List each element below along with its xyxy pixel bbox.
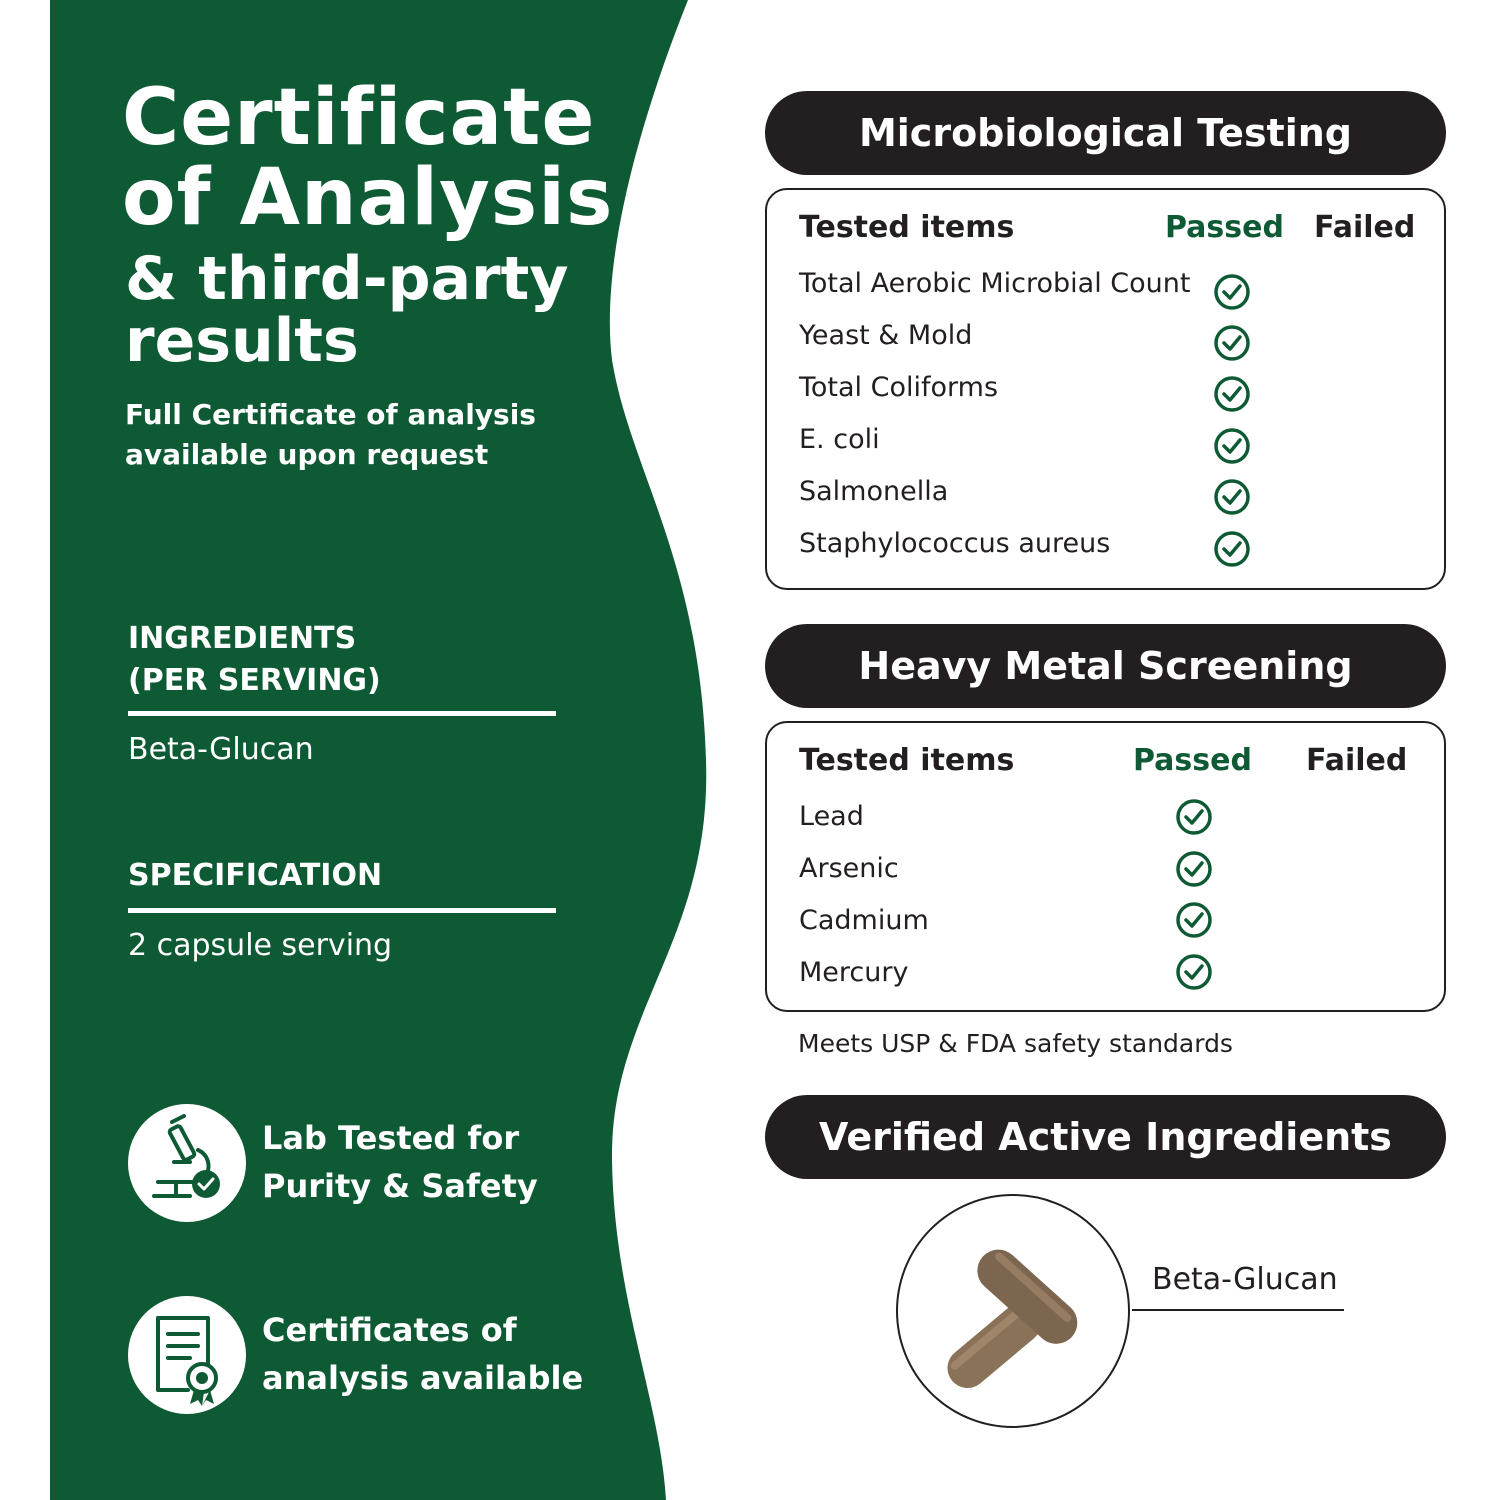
passed-check-icon: [1212, 477, 1252, 517]
specification-divider: [128, 908, 556, 913]
microbiological-testing-table: [765, 188, 1446, 590]
ingredients-heading-line-2: (PER SERVING): [128, 663, 381, 698]
micro-col-tested: Tested items: [799, 210, 1015, 245]
passed-check-icon: [1174, 952, 1214, 992]
subtitle-line-2: available upon request: [125, 438, 489, 471]
ingredients-heading-line-1: INGREDIENTS: [128, 621, 357, 656]
passed-check-icon: [1174, 797, 1214, 837]
metal-row-label: Mercury: [799, 957, 909, 988]
micro-col-failed: Failed: [1314, 210, 1416, 245]
micro-row-label: Total Aerobic Microbial Count: [799, 268, 1191, 299]
passed-check-icon: [1174, 900, 1214, 940]
passed-check-icon: [1174, 849, 1214, 889]
page-title: [122, 73, 614, 243]
metal-col-failed: Failed: [1306, 743, 1408, 778]
certificates-line-1: Certificates of: [262, 1311, 517, 1349]
left-panel: [0, 0, 720, 1500]
certificates-line-2: analysis available: [262, 1359, 584, 1397]
lab-tested-line-1: Lab Tested for: [262, 1119, 520, 1157]
lab-tested-line-2: Purity & Safety: [262, 1167, 538, 1205]
title-line-3: & third-party: [125, 244, 569, 314]
lab-tested-text: [262, 1114, 538, 1210]
page-subtitle: [125, 395, 536, 475]
capsule-image-circle: [896, 1194, 1130, 1428]
micro-row-label: Salmonella: [799, 476, 949, 507]
verified-active-ingredients-heading: Verified Active Ingredients: [765, 1095, 1446, 1179]
title-line-2: of Analysis: [122, 153, 614, 243]
certificates-badge: [128, 1296, 246, 1414]
capsule-image: [898, 1196, 1128, 1426]
page-title-continued: [125, 244, 569, 376]
micro-row-label: Yeast & Mold: [799, 320, 973, 351]
microscope-icon: [128, 1104, 246, 1222]
specification-heading: SPECIFICATION: [128, 858, 383, 893]
certificate-icon: [128, 1296, 246, 1414]
heavy-metal-screening-table: [765, 721, 1446, 1012]
ingredients-heading: [128, 618, 556, 702]
micro-row-label: Staphylococcus aureus: [799, 528, 1111, 559]
metal-row-label: Cadmium: [799, 905, 929, 936]
title-line-4: results: [125, 306, 359, 376]
microbiological-testing-heading: Microbiological Testing: [765, 91, 1446, 175]
metal-row-label: Lead: [799, 801, 864, 832]
metal-col-passed: Passed: [1133, 743, 1252, 778]
metal-row-label: Arsenic: [799, 853, 899, 884]
capsule-label-underline: [1132, 1309, 1344, 1311]
passed-check-icon: [1212, 323, 1252, 363]
certificates-text: [262, 1306, 583, 1402]
specification-value: 2 capsule serving: [128, 928, 393, 963]
passed-check-icon: [1212, 374, 1252, 414]
ingredients-value: Beta-Glucan: [128, 732, 314, 767]
safety-standards-note: Meets USP & FDA safety standards: [798, 1029, 1233, 1058]
lab-tested-badge: [128, 1104, 246, 1222]
passed-check-icon: [1212, 426, 1252, 466]
heavy-metal-screening-heading: Heavy Metal Screening: [765, 624, 1446, 708]
micro-row-label: Total Coliforms: [799, 372, 999, 403]
ingredients-divider: [128, 711, 556, 716]
passed-check-icon: [1212, 529, 1252, 569]
subtitle-line-1: Full Certificate of analysis: [125, 398, 536, 431]
metal-col-tested: Tested items: [799, 743, 1015, 778]
micro-col-passed: Passed: [1165, 210, 1284, 245]
title-line-1: Certificate: [122, 73, 596, 163]
capsule-ingredient-label: Beta-Glucan: [1152, 1262, 1338, 1297]
passed-check-icon: [1212, 272, 1252, 312]
micro-row-label: E. coli: [799, 424, 880, 455]
